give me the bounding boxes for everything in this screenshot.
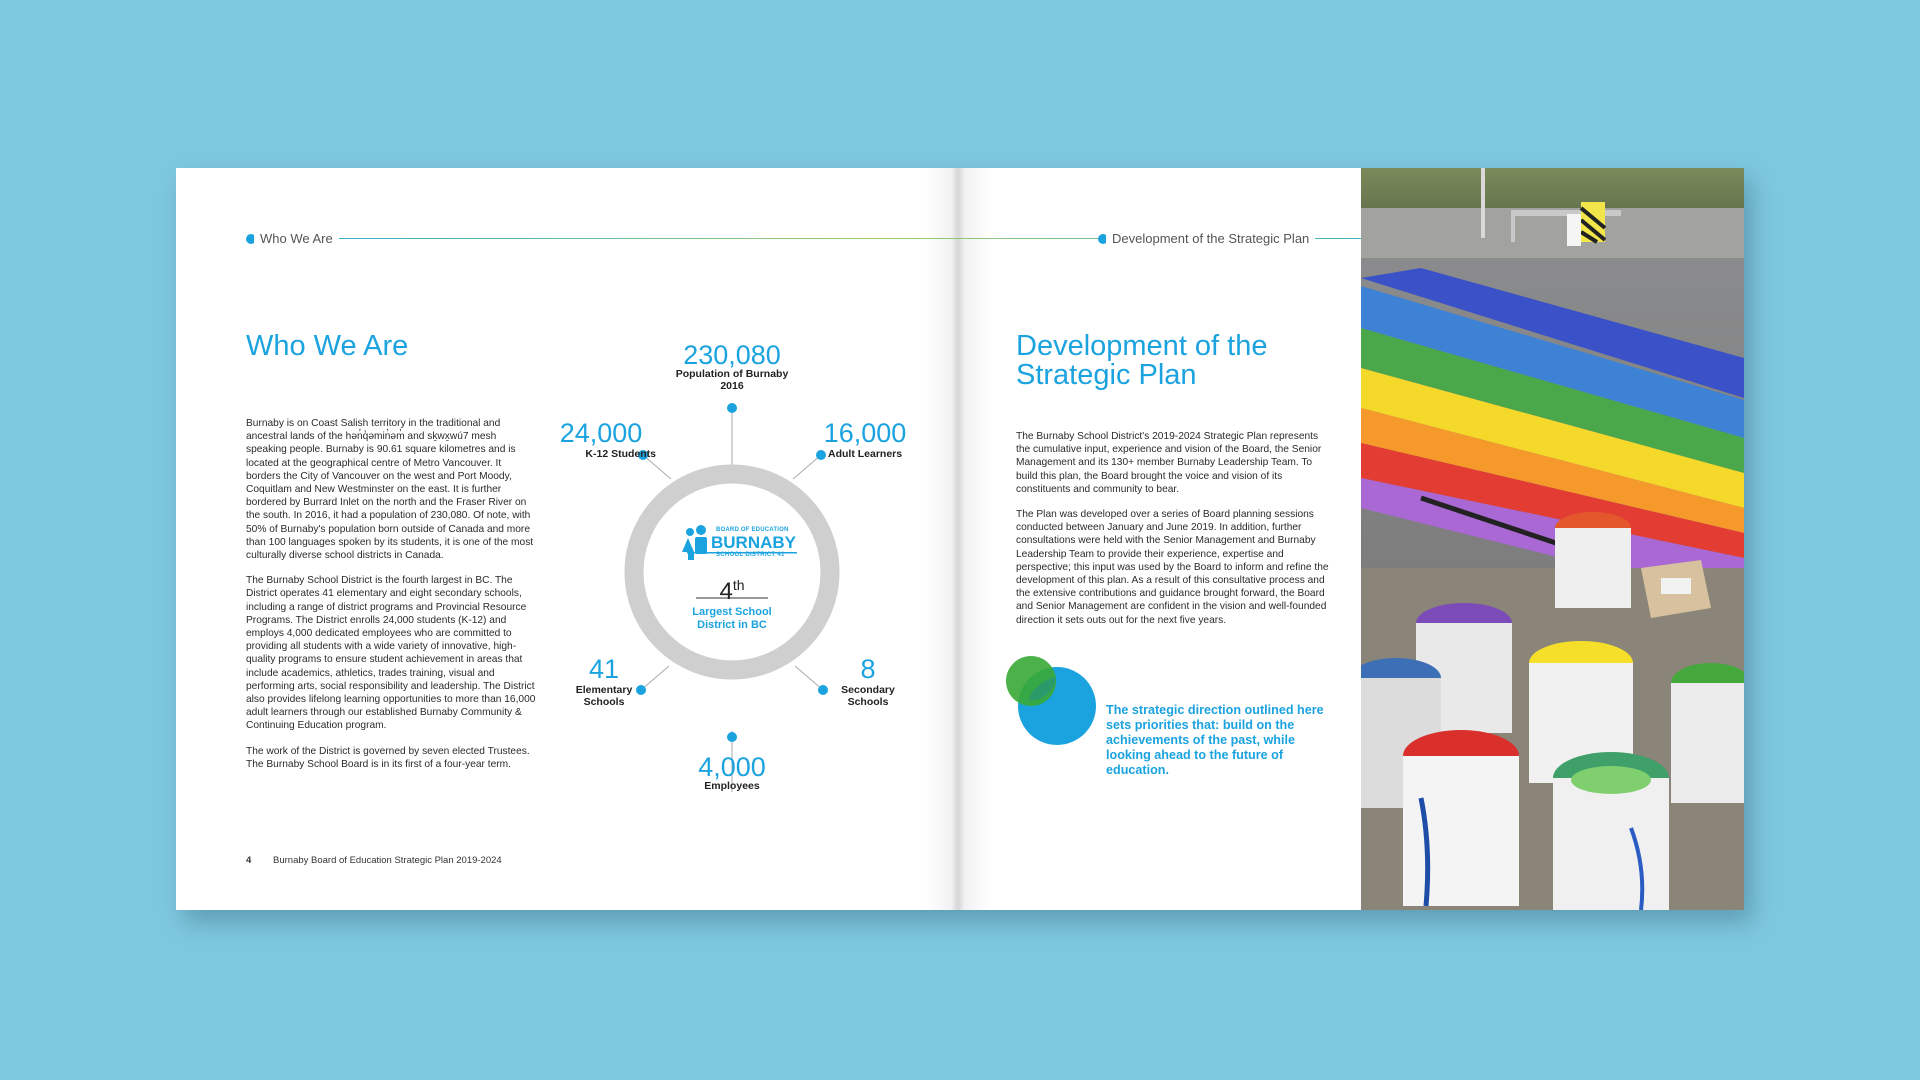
pull-quote: The strategic direction outlined here sets priorities that: build on the achievements of the past, while looking ahead to the future of education. [1106, 703, 1324, 777]
stat-population-label [632, 368, 832, 392]
center-rank [702, 577, 762, 606]
right-page-title [1016, 332, 1267, 390]
right-paragraph-1: The Burnaby School District's 2019-2024 Strategic Plan represents the cumulative input, experience and vision of the Board, the Senior Management and its 130+ member Burnaby Leadership Team. To build this plan, the Board brought the voice and vision of its constituents and community to bear. [1016, 431, 1322, 495]
center-label-line2: District in BC [697, 619, 767, 631]
stat-elementary-label-line1: Elementary [575, 684, 633, 696]
stat-population-label-line2: 2016 [720, 380, 744, 392]
stat-employees-label: Employees [704, 780, 760, 792]
page-number: 4 [246, 855, 252, 866]
logo-top-text: BOARD OF EDUCATION [716, 527, 789, 533]
burnaby-logo-icon [682, 525, 707, 560]
stat-secondary-label-line1: Secondary [841, 684, 895, 696]
stat-secondary-label [818, 684, 918, 708]
stat-employees-number: 4,000 [698, 752, 766, 782]
photo-illustration [1361, 168, 1744, 910]
left-page-title: Who We Are [246, 330, 409, 362]
right-page-title-line1: Development of the [1016, 330, 1268, 362]
left-paragraph-3: The work of the District is governed by seven elected Trustees. The Burnaby School Board is in its first of a four-year term. [246, 745, 530, 770]
left-paragraph-1: Burnaby is on Coast Salish territory in the traditional and ancestral lands of the hən̓q̓əmin̓əm̓ and sḵwx̱wú7 mesh speaking people. Burnaby is 90.61 square kilometres and is located at the geographical centre of Metro Vancouver. It borders the City of Vancouver on the west and Port Moody, Coquitlam and New Westminster on the east. It is further bordered by Burrard Inlet on the north and the Fraser River on the south. In 2016, it had a population of 230,080. Of note, with 50% of Burnaby's population born outside of Canada and more than 100 languages spoken by its students, it is one of the most culturally diverse school districts in Canada. [246, 418, 534, 562]
stat-students-number: 24,000 [559, 418, 643, 448]
district-ring [634, 474, 830, 670]
right-page-title-line2: Strategic Plan [1016, 359, 1197, 391]
center-label [672, 606, 792, 632]
stat-elementary-label-line2: Schools [583, 696, 625, 708]
stat-adult-label: Adult Learners [828, 448, 903, 460]
right-page-body [1016, 430, 1334, 639]
center-label-line1: Largest School [692, 606, 772, 618]
stat-population-number: 230,080 [683, 340, 781, 370]
node-employees [727, 732, 737, 742]
stat-population-label-line1: Population of Burnaby [675, 368, 789, 380]
logo-name: BURNABY [711, 533, 796, 552]
node-population [727, 403, 737, 413]
no-parking-sign [1567, 214, 1581, 246]
stat-elementary-label [554, 684, 654, 708]
footer-publication: Burnaby Board of Education Strategic Plan 2019-2024 [273, 855, 502, 866]
brochure-spread [176, 168, 1744, 910]
spoke-adult [793, 455, 821, 479]
stat-adult-number: 16,000 [823, 418, 907, 448]
stat-secondary-label-line2: Schools [847, 696, 889, 708]
stat-elementary-number: 41 [588, 654, 620, 684]
right-paragraph-2: The Plan was developed over a series of Board planning sessions conducted between January and June 2019. In addition, further consultations were held with the Senior Management and Burnaby Leadership Team to provide their experience, expertise and perspective; this input was used by the Board to inform and refine the development of this plan. As a result of this consultative process and the extensive contributions and guidance brought forward, the Board and Senior Management are confident in the vision and well-founded direction it sets outs out for the next five years. [1016, 509, 1329, 626]
node-adult [816, 450, 826, 460]
header-left-label: Who We Are [254, 231, 339, 246]
stat-students-label: K-12 Students [585, 448, 656, 460]
venn-circles-icon [1006, 654, 1096, 750]
header-right-label: Development of the Strategic Plan [1106, 231, 1315, 246]
stat-secondary-number: 8 [860, 654, 876, 684]
logo-sub-text: SCHOOL DISTRICT 41 [716, 552, 785, 558]
rainbow-crosswalk-photo [1361, 168, 1744, 910]
center-rank-number: 4 [719, 578, 733, 605]
center-rank-suffix: th [732, 577, 745, 593]
left-paragraph-2: The Burnaby School District is the fourth largest in BC. The District operates 41 elementary and eight secondary schools, including a range of district programs and Provincial Resource Programs. The District enrolls 24,000 students (K-12) and employs 4,000 dedicated employees who are committed to providing all students with a wide variety of innovative, high-quality programs to ensure student achievement in areas that include academics, athletics, trades training, visual and performing arts, social responsibility and leadership. The District also provides lifelong learning opportunities to more than 16,000 adult learners through our established Burnaby Community & Continuing Education program. [246, 575, 536, 732]
stats-infographic [176, 168, 936, 910]
